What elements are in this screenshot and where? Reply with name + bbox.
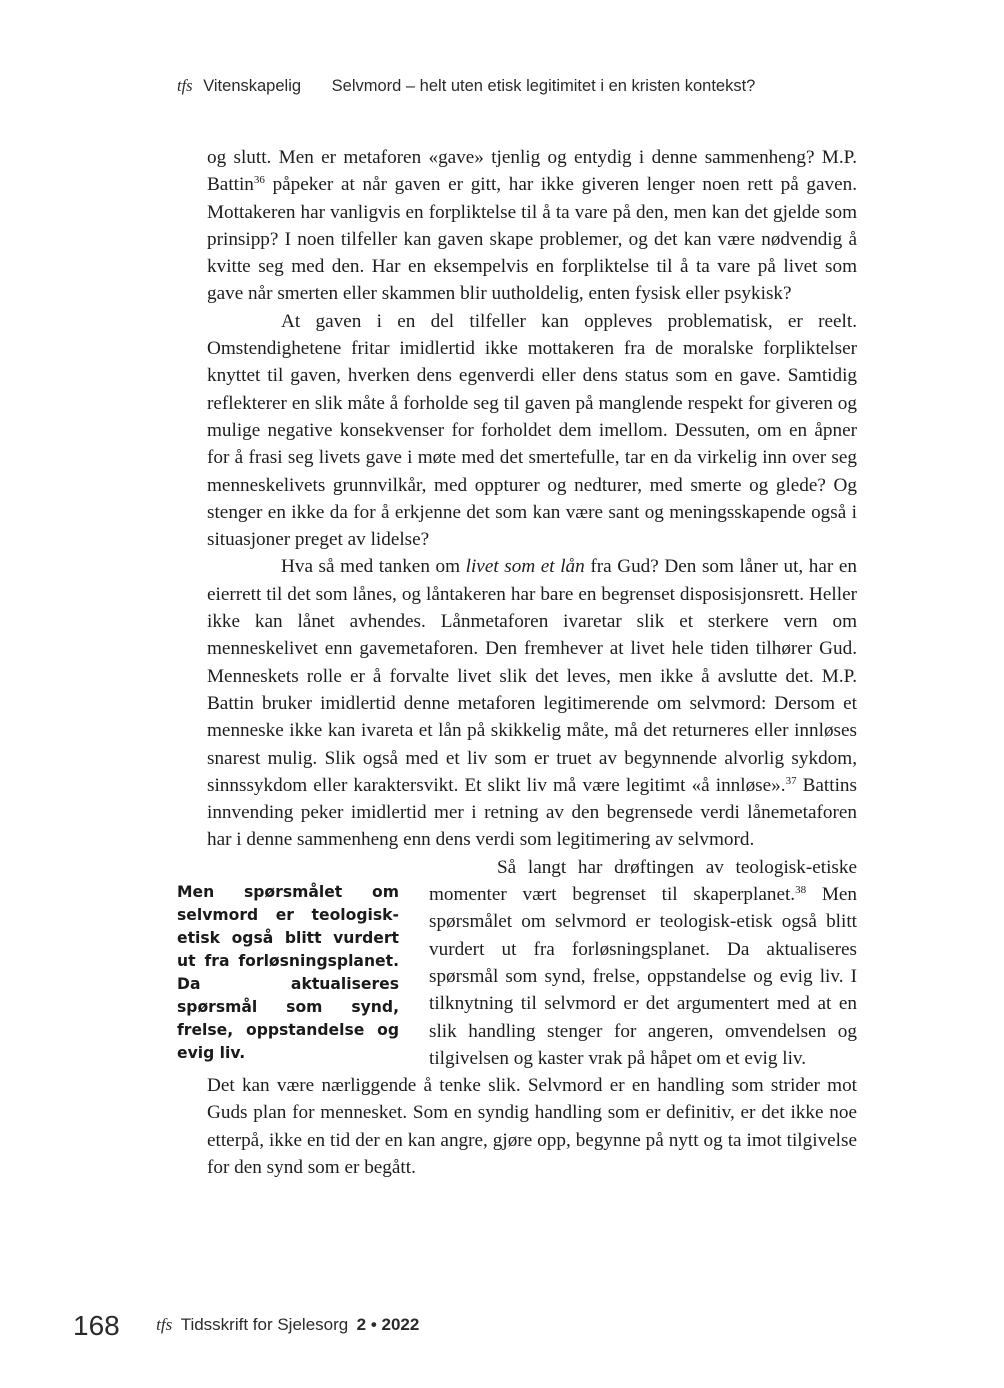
paragraph-1-text-b: påpeker at når gaven er gitt, har ikke giveren lenger noen rett på gaven. Mottakeren har vanligvis en forpliktelse til å ta vare på den, men kan det gjelde som prinsipp? I noen tilfeller kan gaven skape problemer, og det kan være nødvendig å kvitte seg med den. Har en eksempelvis en forpliktelse til å ta vare på livet som gave når smerten eller skammen blir uutholdelig, enten fysisk eller psykisk?	[207, 174, 857, 305]
journal-name: Tidsskrift for Sjelesorg	[180, 1315, 349, 1335]
paragraph-1-text-a: og slutt. Men er metaforen «gave» tjenlig og entydig i denne sammenheng? M.P. Battin	[207, 147, 857, 196]
page-number: 168	[73, 1310, 120, 1341]
paragraph-4-text	[429, 854, 857, 1072]
paragraph-3-text-b: fra Gud? Den som låner ut, har en eierrett til det som lånes, og låntakeren har bare en begrenset disposisjonsrett. Heller ikke kan lånet avhendes. Lånmetaforen ivaretar slik et sterkere vern om menneskelivet enn gavemetaforen. Den fremhever at livet hele tiden tilhører Gud. Menneskets rolle er å forvalte livet slik det leves, men ikke å avslutte det. M.P. Battin bruker imidlertid denne metaforen legitimerende om selvmord: Dersom et menneske ikke kan ivareta et lån på skikkelig måte, må det returneres eller innløses snarest mulig. Slik også med et liv som er truet av begynnende alvorlig sykdom, sinnssykdom eller karaktersvikt. Et slikt liv må være legitimt «å innløse».	[207, 556, 858, 796]
header-section: Vitenskapelig	[203, 77, 302, 95]
paragraph-2: At gaven i en del tilfeller kan oppleves problematisk, er reelt. Omstendighetene fritar imidlertid ikke mottakeren fra de moralske forpliktelser knyttet til gaven, hverken dens egenverdi eller dens status som en gave. Samtidig reflekterer en slik måte å forholde seg til gaven på manglende respekt for giveren og mulige negative konsekvenser for forholdet dem imellom. Dessuten, om en åpner for å frasi seg livets gave i møte med det smertefulle, tar en da virkelig inn over seg menneskelivets grunnvilkår, med oppturer og nedturer, med smerte og glede? Og stenger en ikke da for å erkjenne det som kan være sant og meningsskapende også i situasjoner preget av lidelse?	[207, 310, 857, 551]
paragraph-3	[207, 553, 857, 853]
article-body	[177, 144, 858, 1181]
pullquote-section	[177, 854, 857, 1072]
paragraph-3-emphasis: livet som et lån	[465, 556, 585, 578]
footnote-ref-36: 36	[253, 174, 265, 187]
paragraph-4	[429, 854, 857, 1072]
issue-label: 2 • 2022	[356, 1315, 420, 1335]
footnote-ref-38: 38	[795, 884, 807, 897]
header-logo: tfs	[177, 76, 193, 95]
header-article-title: Selvmord – helt uten etisk legitimitet i en kristen kontekst?	[331, 77, 756, 95]
paragraph-5: Det kan være nærliggende å tenke slik. Selvmord er en handling som strider mot Guds plan for mennesket. Som en syndig handling som er definitiv, er det ikke noe etterpå, ikke en tid der en kan angre, gjøre opp, begynne på nytt og ta imot tilgivelse for den synd som er begått.	[207, 1075, 857, 1178]
paragraph-4-text-b: Men spørsmålet om selvmord er teologisk-etisk også blitt vurdert ut fra forløsningsplanet. Da aktualiseres spørsmål som synd, frelse, oppstandelse og evig liv. I tilknytning til selvmord er det argumentert med at en slik handling stenger for angeren, omvendelsen og tilgivelsen og kaster vrak på håpet om et evig liv.	[429, 884, 857, 1069]
footer-logo: tfs	[156, 1315, 173, 1335]
paragraph-3-text-c: Battins innvending peker imidlertid mer i retning av den begrensede verdi lånemetaforen har i denne sammenheng enn dens verdi som legitimering av selvmord.	[207, 774, 857, 851]
footnote-ref-37: 37	[785, 774, 797, 787]
pull-quote: Men spørsmålet om selvmord er teologisk-etisk også blitt vurdert ut fra forløsningsplanet. Da aktualiseres spørsmål som synd, frelse, oppstandelse og evig liv.	[177, 882, 399, 1062]
paragraph-3-text-a: Hva så med tanken om	[281, 556, 466, 578]
paragraph-1	[207, 144, 857, 308]
running-header	[177, 76, 877, 96]
paragraph-4-text-a: Så langt har drøftingen av teologisk-etiske momenter vært begrenset til skaperplanet.	[429, 856, 857, 906]
page-footer	[73, 1310, 673, 1342]
